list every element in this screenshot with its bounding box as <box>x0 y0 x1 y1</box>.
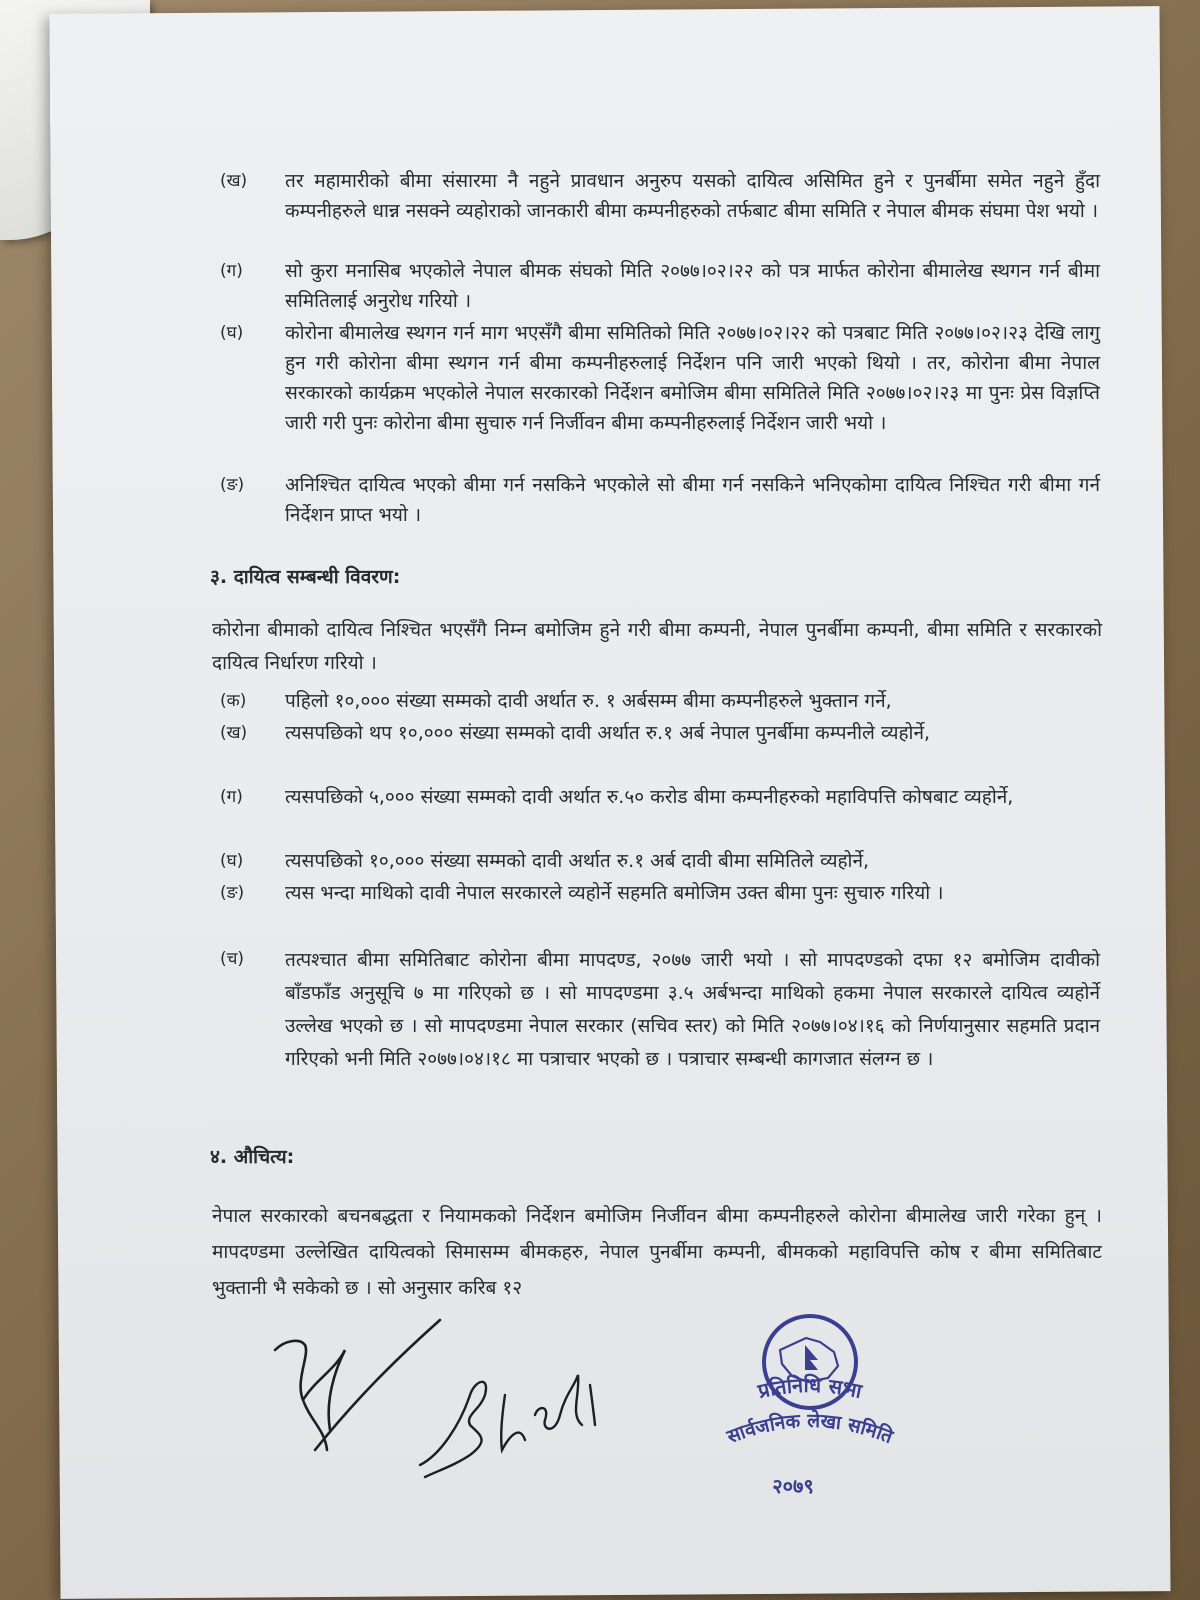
list-item <box>220 944 1100 1076</box>
stamp-year: २०७९ <box>772 1474 814 1498</box>
item-text: पहिलो १०,००० संख्या सम्मको दावी अर्थात रु. १ अर्बसम्म बीमा कम्पनीहरुले भुक्तान गर्ने, <box>285 690 892 712</box>
section-heading: ३. दायित्व सम्बन्धी विवरण: <box>210 566 401 588</box>
list-item <box>220 718 1100 748</box>
item-text: त्यसपछिको ५,००० संख्या सम्मको दावी अर्थात रु.५० करोड बीमा कम्पनीहरुको महाविपत्ति कोषबाट व्यहोर्ने, <box>285 786 1014 808</box>
item-text: त्यसपछिको १०,००० संख्या सम्मको दावी अर्थात रु.१ अर्ब दावी बीमा समितिले व्यहोर्ने, <box>285 850 870 872</box>
item-marker: (ङ) <box>220 883 245 903</box>
section-paragraph: नेपाल सरकारको बचनबद्धता र नियामकको निर्देशन बमोजिम निर्जीवन बीमा कम्पनीहरुले कोरोना बीमालेख जारी गरेका हुन् । मापदण्डमा उल्लेखित दायित्वको सिमासम्म बीमकहरु, नेपाल पुनर्बीमा कम्पनी, बीमकको महाविपत्ति कोष र बीमा समितिबाट भुक्तानी भै सकेको छ । सो अनुसार करिब १२ <box>212 1205 1102 1299</box>
item-marker: (घ) <box>220 323 244 343</box>
list-item <box>220 256 1100 316</box>
svg-text:सार्वजनिक लेखा समिति <box>723 1409 897 1449</box>
item-text: त्यस भन्दा माथिको दावी नेपाल सरकारले व्यहोर्ने सहमति बमोजिम उक्त बीमा पुनः सुचारु गरियो । <box>285 882 944 904</box>
section-heading: ४. औचित्य: <box>210 1146 295 1168</box>
item-text: कोरोना बीमालेख स्थगन गर्न माग भएसँगै बीमा समितिको मिति २०७७।०२।२२ को पत्रबाट मिति २०७७।०२।२३ देखि लागु हुन गरी कोरोना बीमा स्थगन गर्न बीमा कम्पनीहरुलाई निर्देशन पनि जारी भएको थियो । तर, कोरोना बीमा नेपाल सरकारको कार्यक्रम भएकोले नेपाल सरकारको निर्देशन बमोजिम बीमा समितिले मिति २०७७।०२।२३ मा पुनः प्रेस विज्ञप्ति जारी गरी पुनः कोरोना बीमा सुचारु गर्न निर्जीवन बीमा कम्पनीहरुलाई निर्देशन जारी भयो । <box>285 322 1100 434</box>
stamp-arc-bottom: सार्वजनिक लेखा समिति <box>724 1409 896 1449</box>
signature-middle <box>410 1355 620 1485</box>
item-marker: (ग) <box>220 787 243 807</box>
item-marker: (च) <box>220 949 245 969</box>
item-text: त्यसपछिको थप १०,००० संख्या सम्मको दावी अर्थात रु.१ अर्ब नेपाल पुनर्बीमा कम्पनीले व्यहोर्ने, <box>285 722 931 744</box>
list-item <box>220 166 1100 226</box>
item-marker: (क) <box>220 691 247 711</box>
svg-text:प्रतिनिधि सभा <box>755 1373 865 1403</box>
list-item <box>220 318 1100 438</box>
item-text: सो कुरा मनासिब भएकोले नेपाल बीमक संघको मिति २०७७।०२।२२ को पत्र मार्फत कोरोना बीमालेख स्थगन गर्न बीमा समितिलाई अनुरोध गरियो । <box>285 260 1100 312</box>
list-item <box>220 782 1100 812</box>
item-text: अनिश्चित दायित्व भएको बीमा गर्न नसकिने भएकोले सो बीमा गर्न नसकिने भनिएकोमा दायित्व निश्चित गरी बीमा गर्न निर्देशन प्राप्त भयो । <box>285 474 1100 526</box>
section-intro: कोरोना बीमाको दायित्व निश्चित भएसँगै निम्न बमोजिम हुने गरी बीमा कम्पनी, नेपाल पुनर्बीमा कम्पनी, बीमा समिति र सरकारको दायित्व निर्धारण गरियो । <box>212 619 1102 674</box>
list-item <box>220 846 1100 876</box>
list-item <box>220 686 1100 716</box>
stamp-text-layer <box>710 1300 910 1500</box>
list-item <box>220 878 1100 908</box>
list-item <box>220 470 1100 530</box>
item-marker: (ख) <box>220 723 248 743</box>
item-text: तर महामारीको बीमा संसारमा नै नहुने प्रावधान अनुरुप यसको दायित्व असिमित हुने र पुनर्बीमा समेत नहुने हुँदा कम्पनीहरुले धान्न नसक्ने व्यहोराको जानकारी बीमा कम्पनीहरुको तर्फबाट बीमा समिति र नेपाल बीमक संघमा पेश भयो । <box>285 170 1100 222</box>
item-text: तत्पश्चात बीमा समितिबाट कोरोना बीमा मापदण्ड, २०७७ जारी भयो । सो मापदण्डको दफा १२ बमोजिम दावीको बाँडफाँड अनुसूचि ७ मा गरिएको छ । सो मापदण्डमा ३.५ अर्बभन्दा माथिको हकमा नेपाल सरकारले दायित्व व्यहोर्ने उल्लेख भएको छ । सो मापदण्डमा नेपाल सरकार (सचिव स्तर) को मिति २०७७।०४।१६ को निर्णयानुसार सहमति प्रदान गरिएको भनी मिति २०७७।०४।१८ मा पत्राचार भएको छ । पत्राचार सम्बन्धी कागजात संलग्न छ । <box>285 949 1100 1070</box>
item-marker: (ङ) <box>220 475 245 495</box>
item-marker: (घ) <box>220 851 244 871</box>
item-marker: (ग) <box>220 261 243 281</box>
stamp-arc-top: प्रतिनिधि सभा <box>755 1372 865 1404</box>
item-marker: (ख) <box>220 171 248 191</box>
